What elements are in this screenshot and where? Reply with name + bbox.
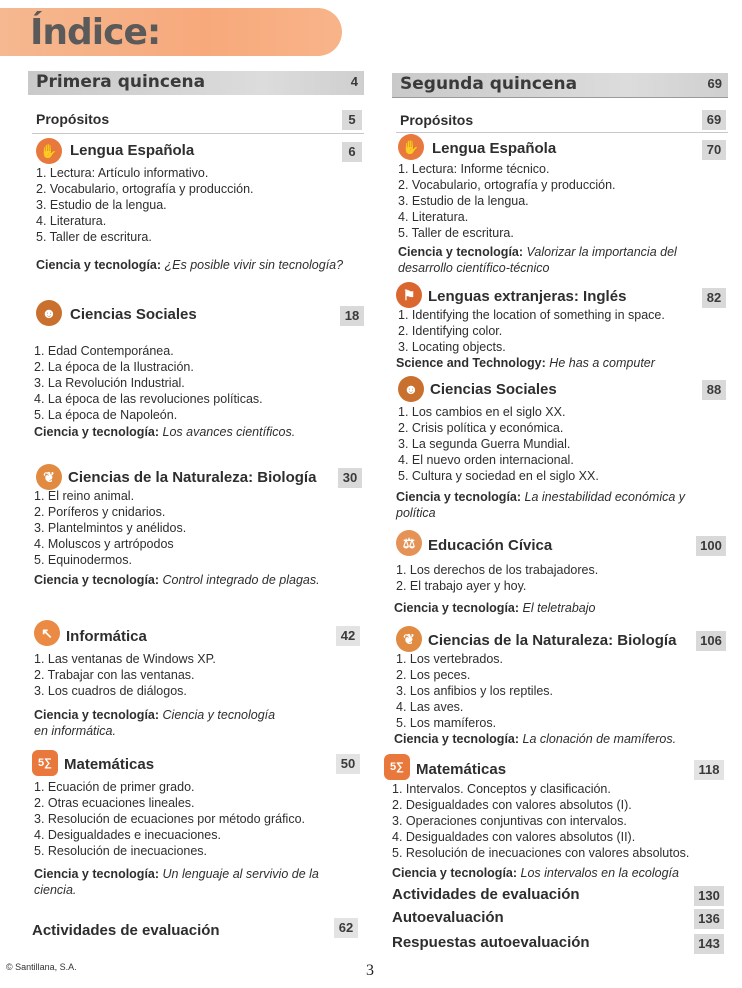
right-actividades-page: 130 (694, 886, 724, 906)
right-sociales-cyt (396, 489, 685, 521)
right-matematicas-cyt (392, 865, 679, 881)
cyt-label: Ciencia y tecnología: (34, 867, 160, 881)
divider (396, 132, 728, 133)
right-ingles-list (398, 307, 665, 355)
cyt-text: Control integrado de plagas. (162, 573, 320, 587)
left-sociales-label: Ciencias Sociales (70, 306, 197, 323)
left-biologia-list (34, 488, 186, 568)
cyt-text: Un lenguaje al servivio de la (162, 867, 319, 881)
right-propositos-page: 69 (702, 110, 726, 130)
list-item: 2. Vocabulario, ortografía y producción. (36, 182, 254, 196)
cyt-label: Ciencia y tecnología: (394, 601, 520, 615)
list-item: 4. Literatura. (398, 210, 469, 224)
cyt-label: Ciencia y tecnología: (36, 258, 162, 272)
flag-icon: ⚑ (396, 282, 422, 308)
second-fortnight-page: 69 (707, 76, 722, 91)
divider (392, 97, 728, 98)
right-matematicas-label: Matemáticas (416, 761, 507, 778)
left-actividades-label: Actividades de evaluación (32, 922, 220, 939)
cyt-label: Ciencia y tecnología: (34, 425, 160, 439)
right-biologia-cyt (394, 731, 676, 747)
left-biologia-cyt (34, 572, 320, 588)
right-matematicas-list (392, 781, 689, 861)
right-biologia-page: 106 (696, 631, 726, 651)
list-item: 1. Las ventanas de Windows XP. (34, 652, 216, 666)
left-lengua-page: 6 (342, 142, 362, 162)
leaf-icon: ❦ (36, 464, 62, 490)
right-propositos-label: Propósitos (400, 112, 474, 128)
list-item: 3. Locating objects. (398, 340, 506, 354)
list-item: 3. La Revolución Industrial. (34, 376, 185, 390)
list-item: 2. Identifying color. (398, 324, 503, 338)
list-item: 3. Estudio de la lengua. (398, 194, 529, 208)
right-ingles-label: Lenguas extranjeras: Inglés (428, 288, 627, 305)
left-matematicas-list (34, 779, 305, 859)
left-matematicas-label: Matemáticas (64, 756, 155, 773)
list-item: 3. Operaciones conjuntivas con intervalos. (392, 814, 627, 828)
left-propositos-page: 5 (342, 110, 362, 130)
right-autoevaluacion-label: Autoevaluación (392, 909, 504, 926)
list-item: 2. Poríferos y cnidarios. (34, 505, 166, 519)
cyt-label: Ciencia y tecnología: (396, 490, 522, 504)
cyt-text: desarrollo científico-técnico (398, 261, 550, 275)
left-biologia-page: 30 (338, 468, 362, 488)
right-actividades-label: Actividades de evaluación (392, 886, 580, 903)
list-item: 4. Las aves. (396, 700, 464, 714)
right-respuestas-label: Respuestas autoevaluación (392, 934, 590, 951)
second-fortnight-label: Segunda quincena (400, 74, 578, 94)
list-item: 4. Desigualdades e inecuaciones. (34, 828, 221, 842)
list-item: 2. Otras ecuaciones lineales. (34, 796, 195, 810)
cyt-text: Ciencia y tecnología (162, 708, 276, 722)
list-item: 1. Los vertebrados. (396, 652, 504, 666)
list-item: 2. El trabajo ayer y hoy. (396, 579, 527, 593)
page-number: 3 (366, 962, 374, 979)
list-item: 3. Los anfibios y los reptiles. (396, 684, 554, 698)
left-lengua-list (36, 165, 254, 245)
list-item: 2. La época de la Ilustración. (34, 360, 194, 374)
right-ingles-cyt (396, 355, 655, 371)
list-item: 2. Desigualdades con valores absolutos (I). (392, 798, 632, 812)
right-biologia-label: Ciencias de la Naturaleza: Biología (428, 632, 677, 649)
right-civica-list (396, 562, 598, 594)
list-item: 4. Desigualdades con valores absolutos (II). (392, 830, 636, 844)
divider (32, 133, 364, 134)
left-matematicas-page: 50 (336, 754, 360, 774)
left-sociales-cyt (34, 424, 295, 440)
list-item: 4. La época de las revoluciones políticas. (34, 392, 263, 406)
left-sociales-page: 18 (340, 306, 364, 326)
cyt-label: Ciencia y tecnología: (392, 866, 518, 880)
list-item: 2. Vocabulario, ortografía y producción. (398, 178, 616, 192)
page-title: Índice: (30, 12, 161, 53)
list-item: 1. El reino animal. (34, 489, 135, 503)
right-biologia-list (396, 651, 553, 731)
left-lengua-cyt (36, 257, 343, 273)
right-civica-cyt (394, 600, 595, 616)
list-item: 4. Moluscos y artrópodos (34, 537, 174, 551)
left-sociales-list (34, 343, 263, 423)
cyt-text: Los avances científicos. (162, 425, 296, 439)
list-item: 4. Literatura. (36, 214, 107, 228)
cyt-label: Ciencia y tecnología: (398, 245, 524, 259)
list-item: 1. Los derechos de los trabajadores. (396, 563, 599, 577)
left-informatica-page: 42 (336, 626, 360, 646)
list-item: 2. Trabajar con las ventanas. (34, 668, 195, 682)
right-lengua-cyt (398, 244, 677, 276)
list-item: 5. Taller de escritura. (398, 226, 514, 240)
first-fortnight-page: 4 (350, 74, 358, 89)
list-item: 3. Resolución de ecuaciones por método gráfico. (34, 812, 305, 826)
list-item: 5. Resolución de inecuaciones. (34, 844, 208, 858)
list-item: 1. Identifying the location of something in space. (398, 308, 665, 322)
cyt-text: La inestabilidad económica y (524, 490, 686, 504)
people-icon: ☻ (398, 376, 424, 402)
leaf-icon: ❦ (396, 626, 422, 652)
list-item: 2. Crisis política y económica. (398, 421, 564, 435)
list-item: 1. Edad Contemporánea. (34, 344, 174, 358)
second-fortnight-header (392, 73, 728, 97)
right-civica-label: Educación Cívica (428, 537, 553, 554)
list-item: 2. Los peces. (396, 668, 471, 682)
list-item: 5. Resolución de inecuaciones con valores absolutos. (392, 846, 690, 860)
list-item: 3. La segunda Guerra Mundial. (398, 437, 571, 451)
right-lengua-page: 70 (702, 140, 726, 160)
list-item: 5. Los mamíferos. (396, 716, 497, 730)
cyt-text: El teletrabajo (522, 601, 596, 615)
left-lengua-label: Lengua Española (70, 142, 195, 159)
list-item: 5. La época de Napoleón. (34, 408, 178, 422)
right-sociales-page: 88 (702, 380, 726, 400)
list-item: 5. Taller de escritura. (36, 230, 152, 244)
copyright: © Santillana, S.A. (6, 962, 77, 972)
left-propositos-label: Propósitos (36, 111, 110, 127)
right-lengua-list (398, 161, 616, 241)
cursor-icon: ↖ (34, 620, 60, 646)
cyt-text: ¿Es posible vivir sin tecnología? (164, 258, 344, 272)
left-informatica-list (34, 651, 216, 699)
first-fortnight-header (28, 71, 364, 95)
right-sociales-list (398, 404, 599, 484)
cyt-text: Valorizar la importancia del (526, 245, 677, 259)
right-ingles-page: 82 (702, 288, 726, 308)
list-item: 4. El nuevo orden internacional. (398, 453, 574, 467)
list-item: 5. Cultura y sociedad en el siglo XX. (398, 469, 599, 483)
cyt-text: La clonación de mamíferos. (522, 732, 677, 746)
list-item: 1. Lectura: Informe técnico. (398, 162, 550, 176)
right-matematicas-page: 118 (694, 760, 724, 780)
left-matematicas-cyt (34, 866, 319, 898)
list-item: 3. Los cuadros de diálogos. (34, 684, 187, 698)
hand-icon: ✋ (398, 134, 424, 160)
cyt-text: Los intervalos en la ecología (520, 866, 679, 880)
cyt-label: Ciencia y tecnología: (394, 732, 520, 746)
list-item: 5. Equinodermos. (34, 553, 132, 567)
cyt-text: He has a computer (549, 356, 655, 370)
hand-icon: ✋ (36, 138, 62, 164)
right-sociales-label: Ciencias Sociales (430, 381, 557, 398)
list-item: 1. Intervalos. Conceptos y clasificación. (392, 782, 611, 796)
list-item: 1. Lectura: Artículo informativo. (36, 166, 209, 180)
right-civica-page: 100 (696, 536, 726, 556)
list-item: 1. Ecuación de primer grado. (34, 780, 195, 794)
numbers-icon: 5∑ (384, 754, 410, 780)
left-actividades-page: 62 (334, 918, 358, 938)
right-autoevaluacion-page: 136 (694, 909, 724, 929)
first-fortnight-label: Primera quincena (36, 72, 206, 92)
left-informatica-cyt (34, 707, 275, 739)
scale-icon: ⚖ (396, 530, 422, 556)
cyt-label: Ciencia y tecnología: (34, 708, 160, 722)
numbers-icon: 5∑ (32, 750, 58, 776)
right-lengua-label: Lengua Española (432, 140, 557, 157)
list-item: 3. Estudio de la lengua. (36, 198, 167, 212)
people-icon: ☻ (36, 300, 62, 326)
cyt-label: Ciencia y tecnología: (34, 573, 160, 587)
cyt-label: Science and Technology: (396, 356, 546, 370)
cyt-text: en informática. (34, 724, 116, 738)
cyt-text: política (396, 506, 436, 520)
list-item: 1. Los cambios en el siglo XX. (398, 405, 566, 419)
cyt-text: ciencia. (34, 883, 77, 897)
list-item: 3. Plantelmintos y anélidos. (34, 521, 187, 535)
left-biologia-label: Ciencias de la Naturaleza: Biología (68, 469, 317, 486)
left-informatica-label: Informática (66, 628, 147, 645)
right-respuestas-page: 143 (694, 934, 724, 954)
